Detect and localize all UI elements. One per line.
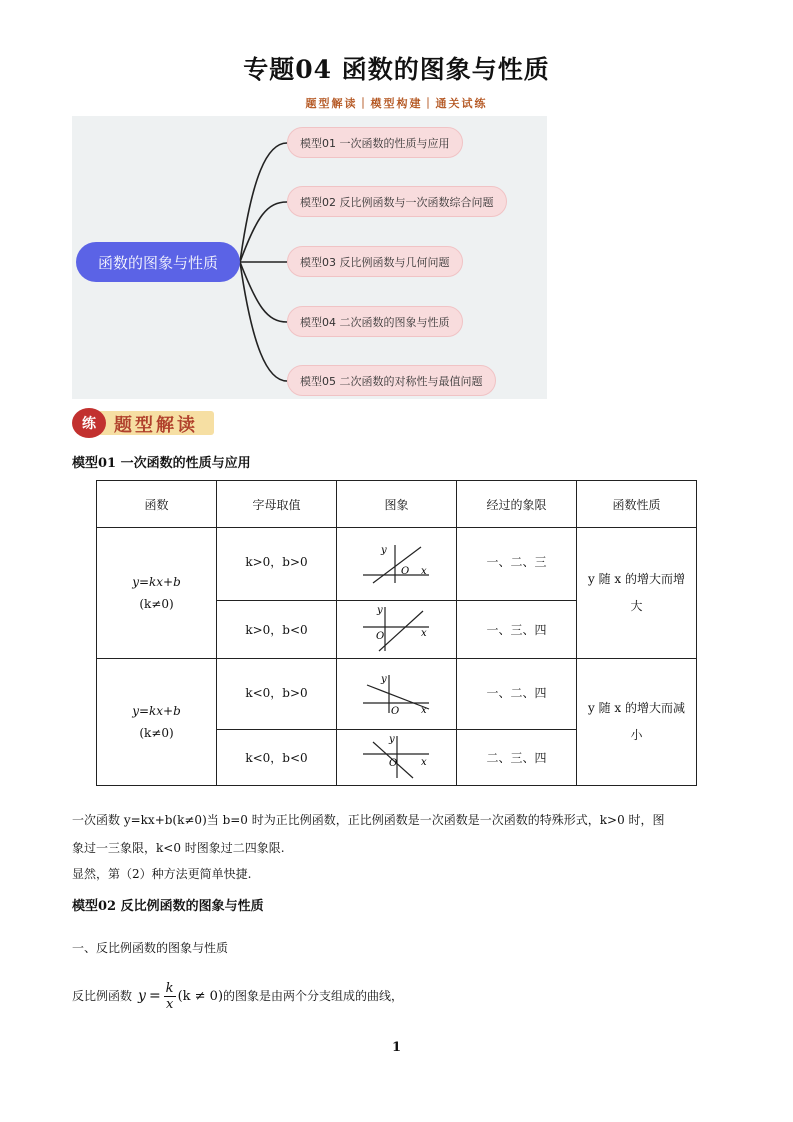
- table-header: 函数性质: [577, 481, 697, 528]
- formula-numerator: k: [165, 980, 174, 996]
- mind-map-node-05: 模型05 二次函数的对称性与最值问题: [287, 365, 496, 396]
- graph-y-label: y: [380, 544, 387, 556]
- page-number: 1: [391, 1040, 402, 1055]
- model02-subheading: 一、反比例函数的图象与性质: [72, 941, 229, 955]
- graph-k-neg-b-neg: [359, 732, 435, 780]
- paragraph-quadrants: 象过一三象限，k<0 时图象过二四象限.: [72, 841, 285, 855]
- inverse-line-suffix: 的图象是由两个分支组成的曲线，: [223, 988, 404, 1003]
- graph-x-label: x: [420, 628, 427, 639]
- inverse-function-line: [72, 978, 732, 1014]
- page-title: 专题04 函数的图象与性质: [243, 55, 550, 84]
- property-line: y 随 x 的增大而增: [588, 572, 685, 586]
- graph-x-label: x: [420, 757, 427, 768]
- graph-y-label: y: [376, 605, 383, 616]
- mind-map-center: 函数的图象与性质: [76, 242, 240, 282]
- formula-equals: =: [148, 987, 161, 1004]
- graph-o-label: O: [400, 565, 409, 577]
- condition-cell: k>0，b<0: [217, 601, 337, 659]
- quadrant-cell: 二、三、四: [457, 730, 577, 786]
- quadrant-cell: 一、二、四: [457, 659, 577, 730]
- formula-y: y: [138, 987, 146, 1004]
- condition-cell: k<0，b>0: [217, 659, 337, 730]
- graph-k-pos-b-pos: [359, 541, 435, 585]
- banner-text: 题型解读: [114, 415, 198, 436]
- condition-cell: k>0，b>0: [217, 528, 337, 601]
- section-banner: [72, 406, 217, 440]
- graph-cell: [337, 659, 457, 730]
- banner-badge-icon: 练: [72, 408, 106, 438]
- mind-map: [72, 116, 547, 399]
- condition-cell: k<0，b<0: [217, 730, 337, 786]
- function-cell: [97, 659, 217, 786]
- function-cell: [97, 528, 217, 659]
- function-formula: y=kx+b: [132, 704, 181, 718]
- quadrant-cell: 一、三、四: [457, 601, 577, 659]
- graph-y-label: y: [380, 673, 387, 685]
- mind-map-node-04: 模型04 二次函数的图象与性质: [287, 306, 463, 337]
- table-header: 函数: [97, 481, 217, 528]
- property-line: 小: [630, 728, 643, 742]
- table-header: 经过的象限: [457, 481, 577, 528]
- paragraph-method: 显然，第（2）种方法更简单快捷.: [72, 867, 252, 881]
- linear-function-table: [96, 480, 697, 786]
- mind-map-node-02: 模型02 反比例函数与一次函数综合问题: [287, 186, 507, 217]
- graph-x-label: x: [420, 565, 427, 577]
- graph-o-label: O: [390, 705, 399, 715]
- graph-o-label: O: [388, 758, 397, 769]
- model01-heading: 模型01 一次函数的性质与应用: [72, 456, 251, 471]
- property-cell: [577, 659, 697, 786]
- paragraph-proportional: 一次函数 y=kx+b(k≠0)当 b=0 时为正比例函数，正比例函数是一次函数是一次函数的特殊形式，k>0 时，图: [72, 813, 665, 827]
- table-header: 图象: [337, 481, 457, 528]
- graph-k-neg-b-pos: [359, 671, 435, 715]
- graph-x-label: x: [420, 704, 427, 715]
- graph-cell: [337, 528, 457, 601]
- graph-k-pos-b-neg: [359, 603, 435, 653]
- mind-map-node-03: 模型03 反比例函数与几何问题: [287, 246, 463, 277]
- graph-o-label: O: [375, 631, 384, 642]
- function-condition: (k≠0): [139, 726, 174, 740]
- mind-map-node-01: 模型01 一次函数的性质与应用: [287, 127, 463, 158]
- function-formula: y=kx+b: [132, 575, 181, 589]
- graph-y-label: y: [388, 734, 395, 745]
- graph-cell: [337, 601, 457, 659]
- property-line: y 随 x 的增大而减: [588, 701, 685, 715]
- property-line: 大: [630, 599, 643, 613]
- model02-heading: 模型02 反比例函数的图象与性质: [72, 899, 264, 914]
- formula-fraction: [164, 981, 176, 1012]
- property-cell: [577, 528, 697, 659]
- page-subtitle: 题型解读｜模型构建｜通关试练: [305, 97, 488, 110]
- inverse-line-prefix: 反比例函数: [72, 988, 133, 1003]
- table-header: 字母取值: [217, 481, 337, 528]
- quadrant-cell: 一、二、三: [457, 528, 577, 601]
- function-condition: (k≠0): [139, 597, 174, 611]
- graph-cell: [337, 730, 457, 786]
- formula-condition: (k ≠ 0): [177, 988, 224, 1004]
- formula-denominator: x: [165, 996, 174, 1012]
